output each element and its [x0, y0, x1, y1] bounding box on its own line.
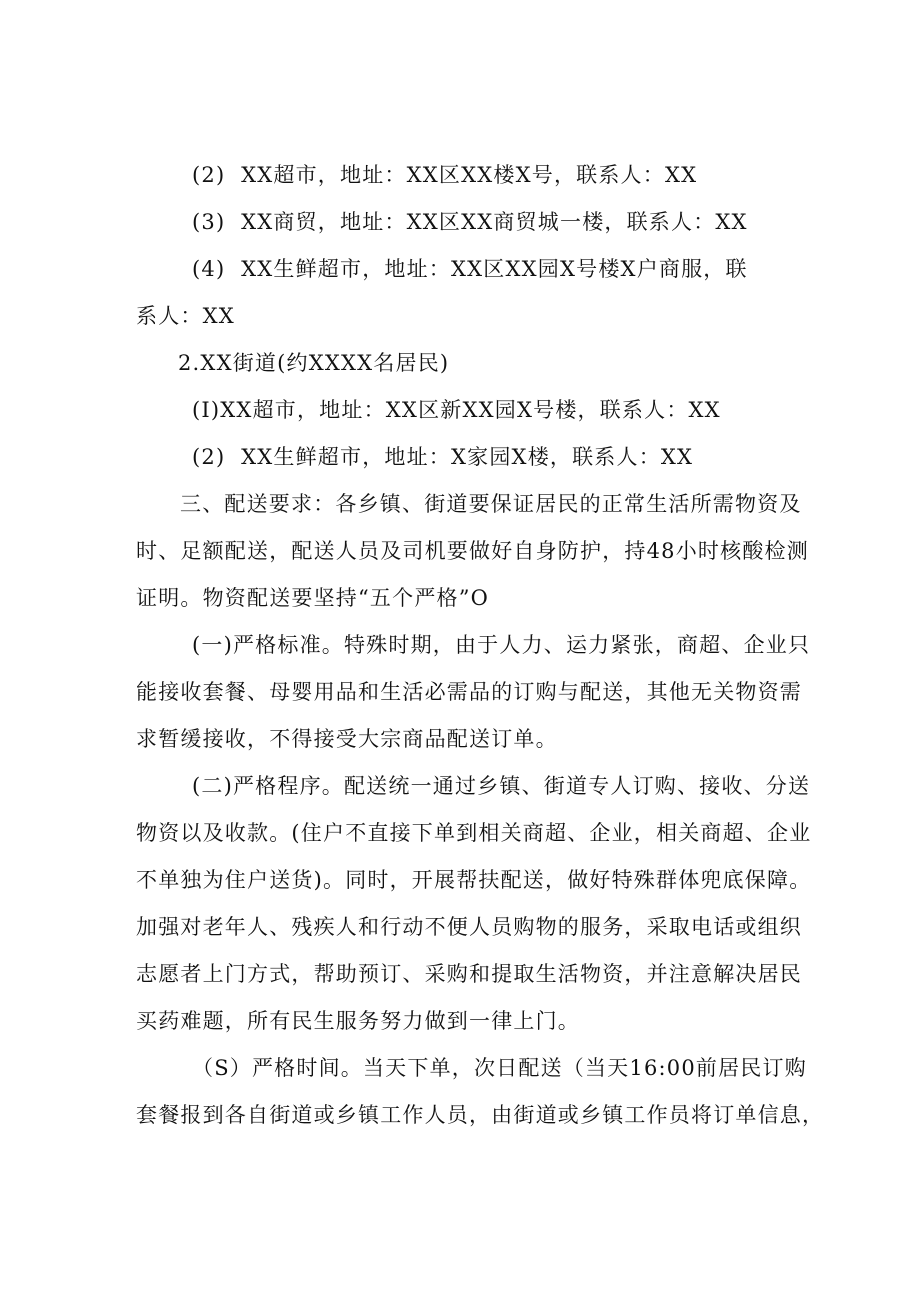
line-text: (I)XX超市，地址：XX区新XX园X号楼，联系人：XX	[192, 398, 721, 422]
paragraph-line	[0, 959, 920, 989]
line-text: 物资以及收款。(住户不直接下单到相关商超、企业，相关商超、企业	[136, 821, 812, 845]
paragraph-line	[0, 395, 920, 425]
line-text: 加强对老年人、残疾人和行动不便人员购物的服务，采取电话或组织	[136, 915, 802, 939]
paragraph-line	[0, 442, 920, 472]
paragraph-line	[0, 865, 920, 895]
line-text: 套餐报到各自街道或乡镇工作人员，由街道或乡镇工作员将订单信息，	[136, 1103, 825, 1127]
line-text: 能接收套餐、母婴用品和生活必需品的订购与配送，其他无关物资需	[136, 680, 802, 704]
paragraph-line	[0, 818, 920, 848]
paragraph-line	[0, 630, 920, 660]
paragraph-line	[0, 207, 920, 237]
line-text: 2.XX街道(约XXXX名居民)	[178, 351, 450, 375]
section-heading	[0, 348, 920, 378]
line-text: (2) XX超市，地址：XX区XX楼X号，联系人：XX	[192, 163, 698, 187]
paragraph-line	[0, 1006, 920, 1036]
line-text: 求暂缓接收，不得接受大宗商品配送订单。	[136, 727, 558, 751]
paragraph-line	[0, 724, 920, 754]
line-text: 买药难题，所有民生服务努力做到一律上门。	[136, 1009, 580, 1033]
line-text: (3) XX商贸，地址：XX区XX商贸城一楼，联系人：XX	[192, 210, 748, 234]
line-text: 证明。物资配送要坚持“五个严格”O	[136, 586, 490, 610]
line-text: (4) XX生鲜超市，地址：XX区XX园X号楼X户商服，联	[192, 257, 748, 281]
paragraph-line	[0, 677, 920, 707]
line-text: (一)严格标准。特殊时期，由于人力、运力紧张，商超、企业只	[192, 633, 811, 657]
line-text: 不单独为住户送货)。同时，开展帮扶配送，做好特殊群体兜底保障。	[136, 868, 812, 892]
paragraph-line	[0, 583, 920, 613]
paragraph-line	[0, 301, 920, 331]
paragraph-line	[0, 1100, 920, 1130]
paragraph-line	[0, 912, 920, 942]
paragraph-line	[0, 536, 920, 566]
paragraph-line	[0, 1053, 920, 1083]
paragraph-line	[0, 771, 920, 801]
paragraph-line	[0, 489, 920, 519]
line-text: (2) XX生鲜超市，地址：X家园X楼，联系人：XX	[192, 445, 694, 469]
line-text: (二)严格程序。配送统一通过乡镇、街道专人订购、接收、分送	[192, 774, 811, 798]
paragraph-line	[0, 160, 920, 190]
line-text: 志愿者上门方式，帮助预订、采购和提取生活物资，并注意解决居民	[136, 962, 802, 986]
line-text: 时、足额配送，配送人员及司机要做好自身防护，持48小时核酸检测	[136, 539, 809, 563]
paragraph-line	[0, 254, 920, 284]
line-text: 系人：XX	[136, 304, 235, 328]
line-text: 三、配送要求：各乡镇、街道要保证居民的正常生活所需物资及	[180, 492, 802, 516]
line-text: （S）严格时间。当天下单，次日配送（当天16:00前居民订购	[192, 1056, 807, 1080]
